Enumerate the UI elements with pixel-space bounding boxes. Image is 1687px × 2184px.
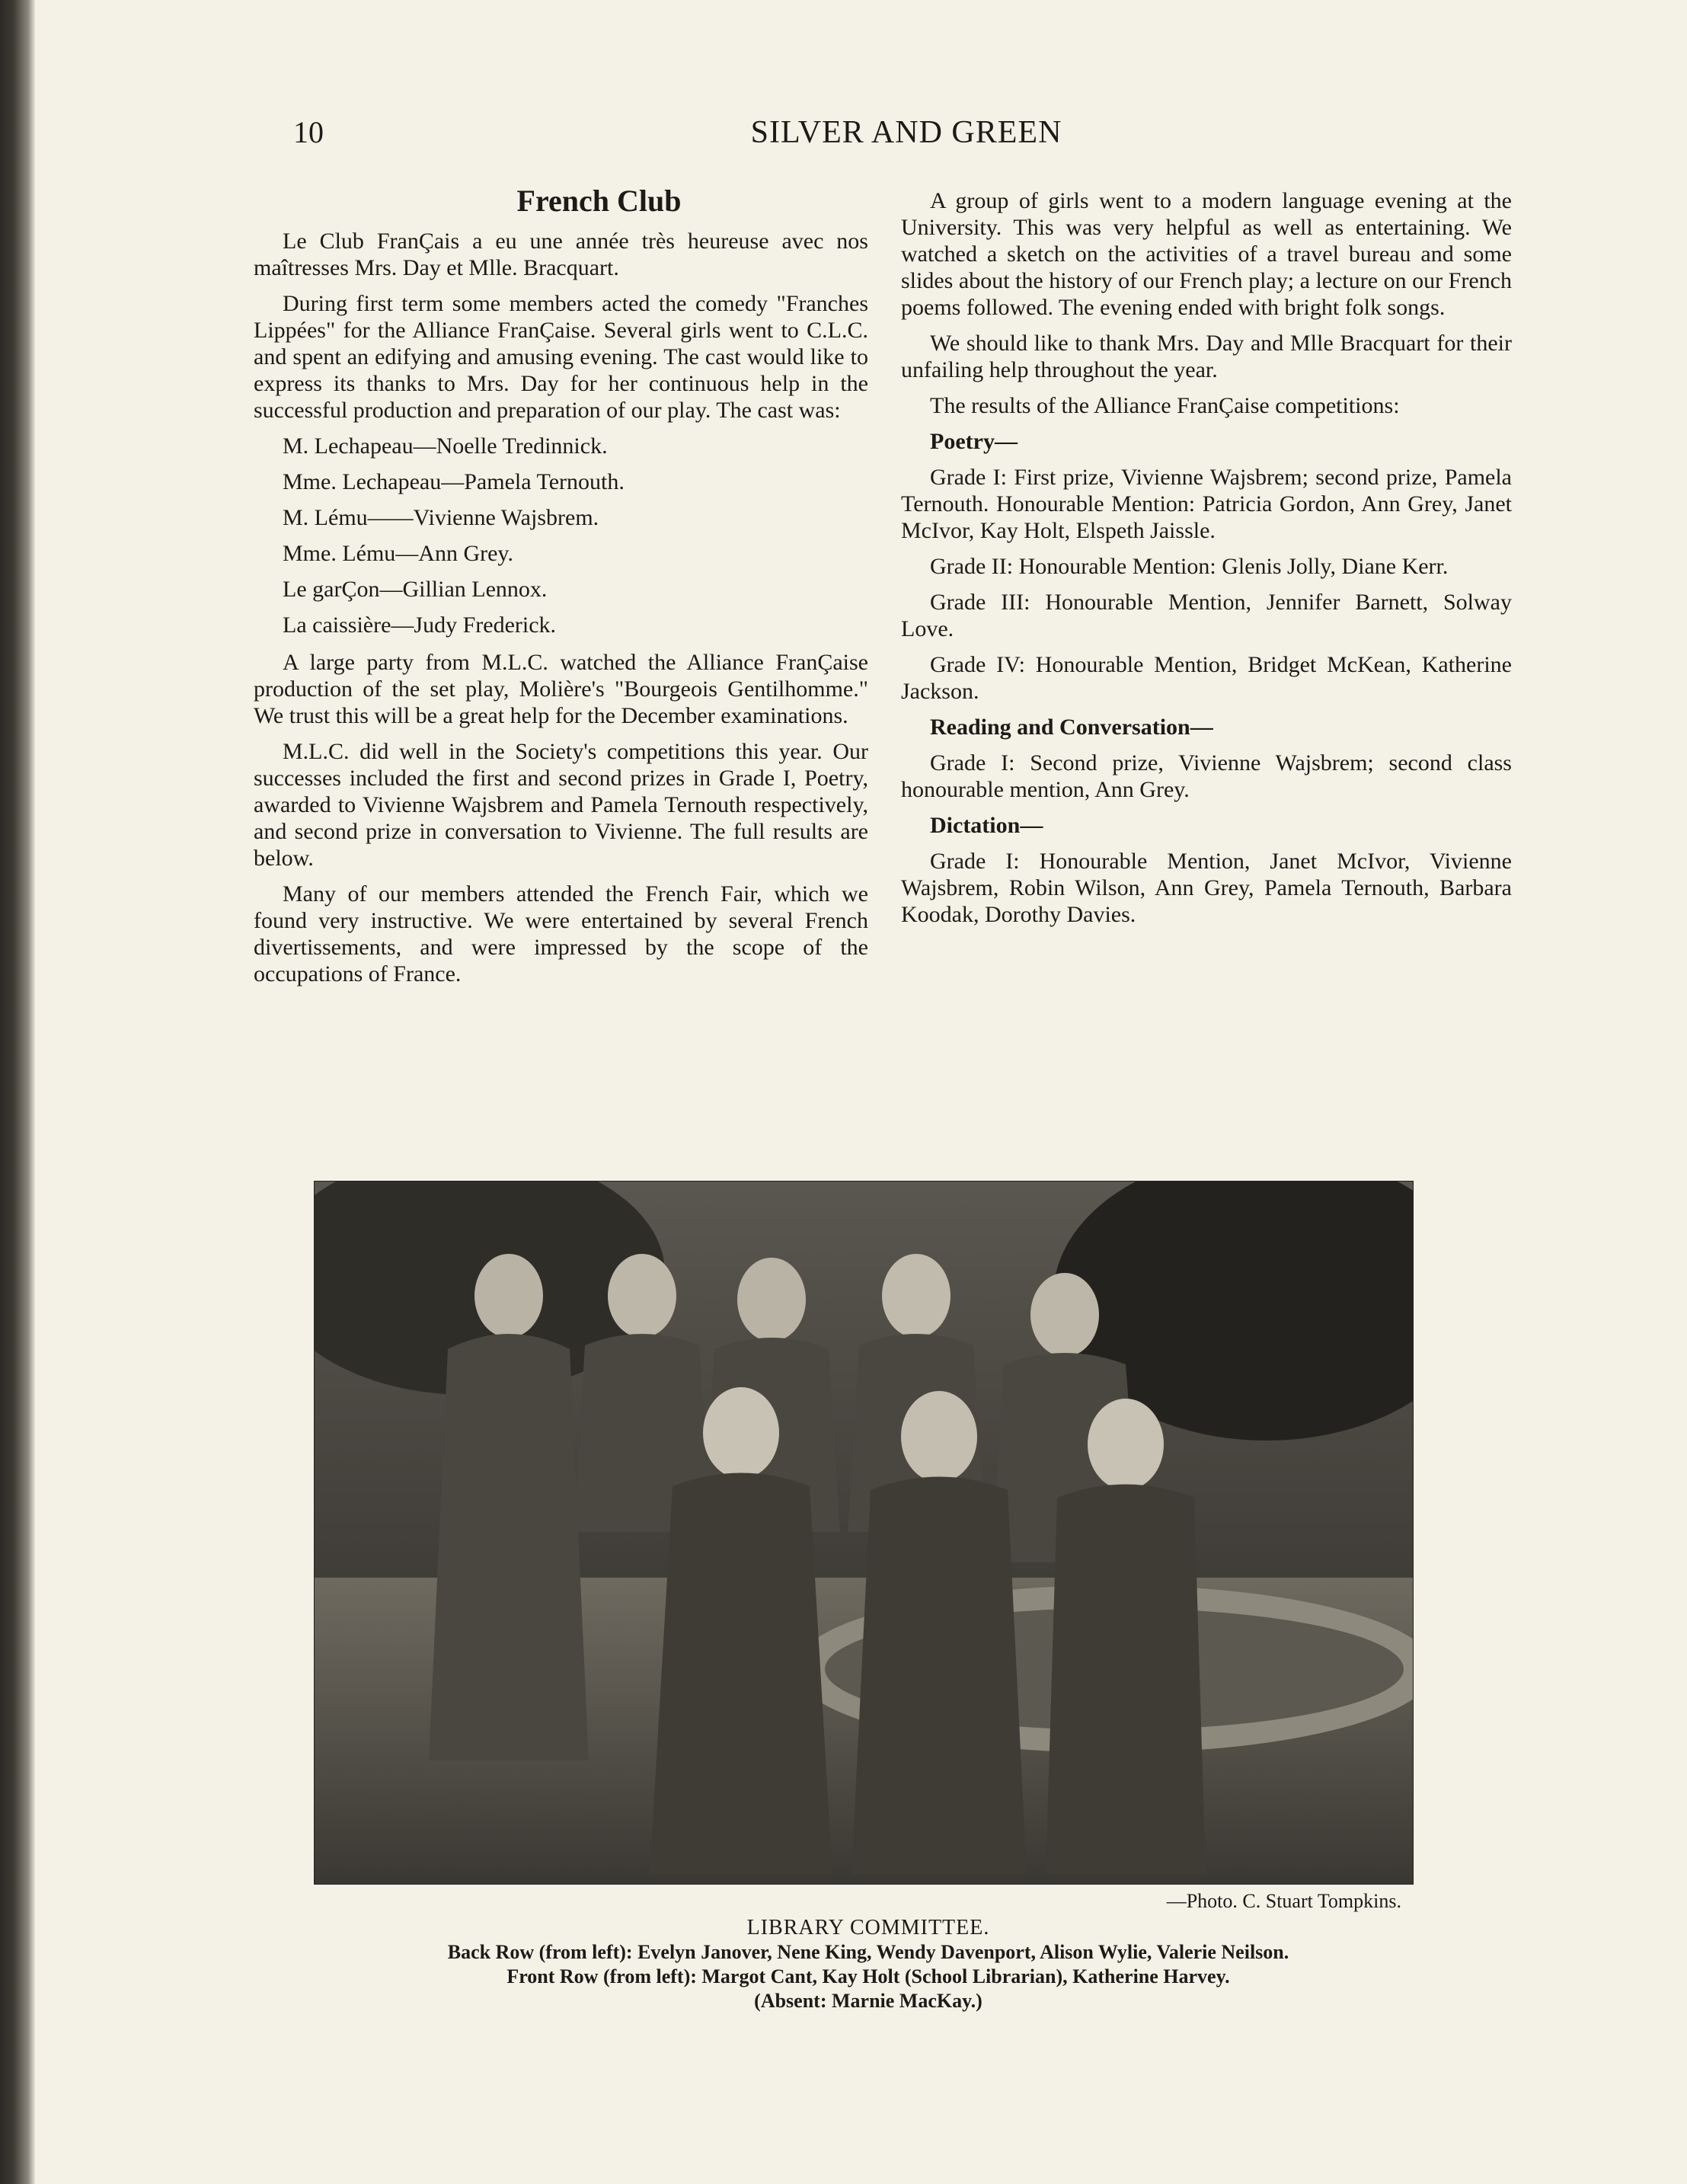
caption-absent: (Absent: Marnie MacKay.) bbox=[754, 1990, 982, 2012]
page-binding-edge bbox=[0, 0, 35, 2184]
right-column bbox=[901, 187, 1512, 937]
body-paragraph: A group of girls went to a modern language evening at the University. This was very helpful as well as entertaining. We watched a sketch on the activities of a travel bureau and some slides about the history of our French play; a lecture on our French poems followed. The evening ended with bright folk songs. bbox=[901, 188, 1512, 320]
dictation-heading: Dictation— bbox=[930, 813, 1043, 838]
poetry-heading: Poetry— bbox=[930, 429, 1018, 454]
cast-item: Mme. Lému—Ann Grey. bbox=[283, 541, 513, 566]
cast-item: Le garÇon—Gillian Lennox. bbox=[283, 577, 548, 602]
caption-back-row: Back Row (from left): Evelyn Janover, Nene King, Wendy Davenport, Alison Wylie, Valerie Neilson. bbox=[447, 1941, 1289, 1963]
left-column bbox=[254, 183, 868, 996]
body-paragraph: The results of the Alliance FranÇaise competitions: bbox=[930, 393, 1400, 418]
section-title: French Club bbox=[516, 184, 682, 218]
body-paragraph: Many of our members attended the French Fair, which we found very instructive. We were entertained by several French divertissements, and were impressed by the scope of the occupations of France. bbox=[254, 881, 868, 986]
cast-list bbox=[283, 433, 868, 638]
cast-item: M. Lechapeau—Noelle Tredinnick. bbox=[283, 433, 608, 459]
result-item: Grade II: Honourable Mention: Glenis Jolly, Diane Kerr. bbox=[930, 554, 1449, 579]
caption-front-row: Front Row (from left): Margot Cant, Kay Holt (School Librarian), Katherine Harvey. bbox=[506, 1965, 1230, 1987]
photo-caption bbox=[259, 1916, 1478, 2013]
body-paragraph: M.L.C. did well in the Society's competitions this year. Our successes included the first and second prizes in Grade I, Poetry, awarded to Vivienne Wajsbrem and Pamela Ternouth respectively, and second prize in conversation to Vivienne. The full results are below. bbox=[254, 739, 868, 871]
body-paragraph: During first term some members acted the comedy "Franches Lippées" for the Alliance FranÇaise. Several girls went to C.L.C. and spent an edifying and amusing evening. The cast would like to express its thanks to Mrs. Day for her continuous help in the successful production and preparation of our play. The cast was: bbox=[254, 291, 868, 423]
running-title: SILVER AND GREEN bbox=[750, 115, 1062, 150]
result-item: Grade IV: Honourable Mention, Bridget McKean, Katherine Jackson. bbox=[901, 652, 1512, 704]
intro-paragraph: Le Club FranÇais a eu une année très heureuse avec nos maîtresses Mrs. Day et Mlle. Bracquart. bbox=[254, 229, 868, 280]
cast-item: Mme. Lechapeau—Pamela Ternouth. bbox=[283, 469, 625, 494]
group-photograph bbox=[314, 1181, 1414, 1885]
cast-item: La caissière—Judy Frederick. bbox=[283, 612, 557, 638]
result-item: Grade I: Second prize, Vivienne Wajsbrem; second class honourable mention, Ann Grey. bbox=[901, 750, 1512, 802]
result-item: Grade I: Honourable Mention, Janet McIvor, Vivienne Wajsbrem, Robin Wilson, Ann Grey, Pamela Ternouth, Barbara Koodak, Dorothy Davies. bbox=[901, 849, 1512, 927]
reading-heading: Reading and Conversation— bbox=[930, 715, 1213, 740]
result-item: Grade III: Honourable Mention, Jennifer Barnett, Solway Love. bbox=[901, 590, 1512, 641]
result-item: Grade I: First prize, Vivienne Wajsbrem; second prize, Pamela Ternouth. Honourable Mention: Patricia Gordon, Ann Grey, Janet McIvor, Kay Holt, Elspeth Jaissle. bbox=[901, 465, 1512, 543]
caption-title: LIBRARY COMMITTEE. bbox=[746, 1916, 990, 1939]
body-paragraph: A large party from M.L.C. watched the Alliance FranÇaise production of the set play, Molière's "Bourgeois Gentilhomme." We trust this will be a great help for the December examinations. bbox=[254, 650, 868, 728]
photo-credit: —Photo. C. Stuart Tompkins. bbox=[1166, 1890, 1401, 1912]
cast-item: M. Lému——Vivienne Wajsbrem. bbox=[283, 505, 599, 530]
page-number: 10 bbox=[293, 115, 324, 149]
body-paragraph: We should like to thank Mrs. Day and Mlle Bracquart for their unfailing help throughout the year. bbox=[901, 331, 1512, 382]
